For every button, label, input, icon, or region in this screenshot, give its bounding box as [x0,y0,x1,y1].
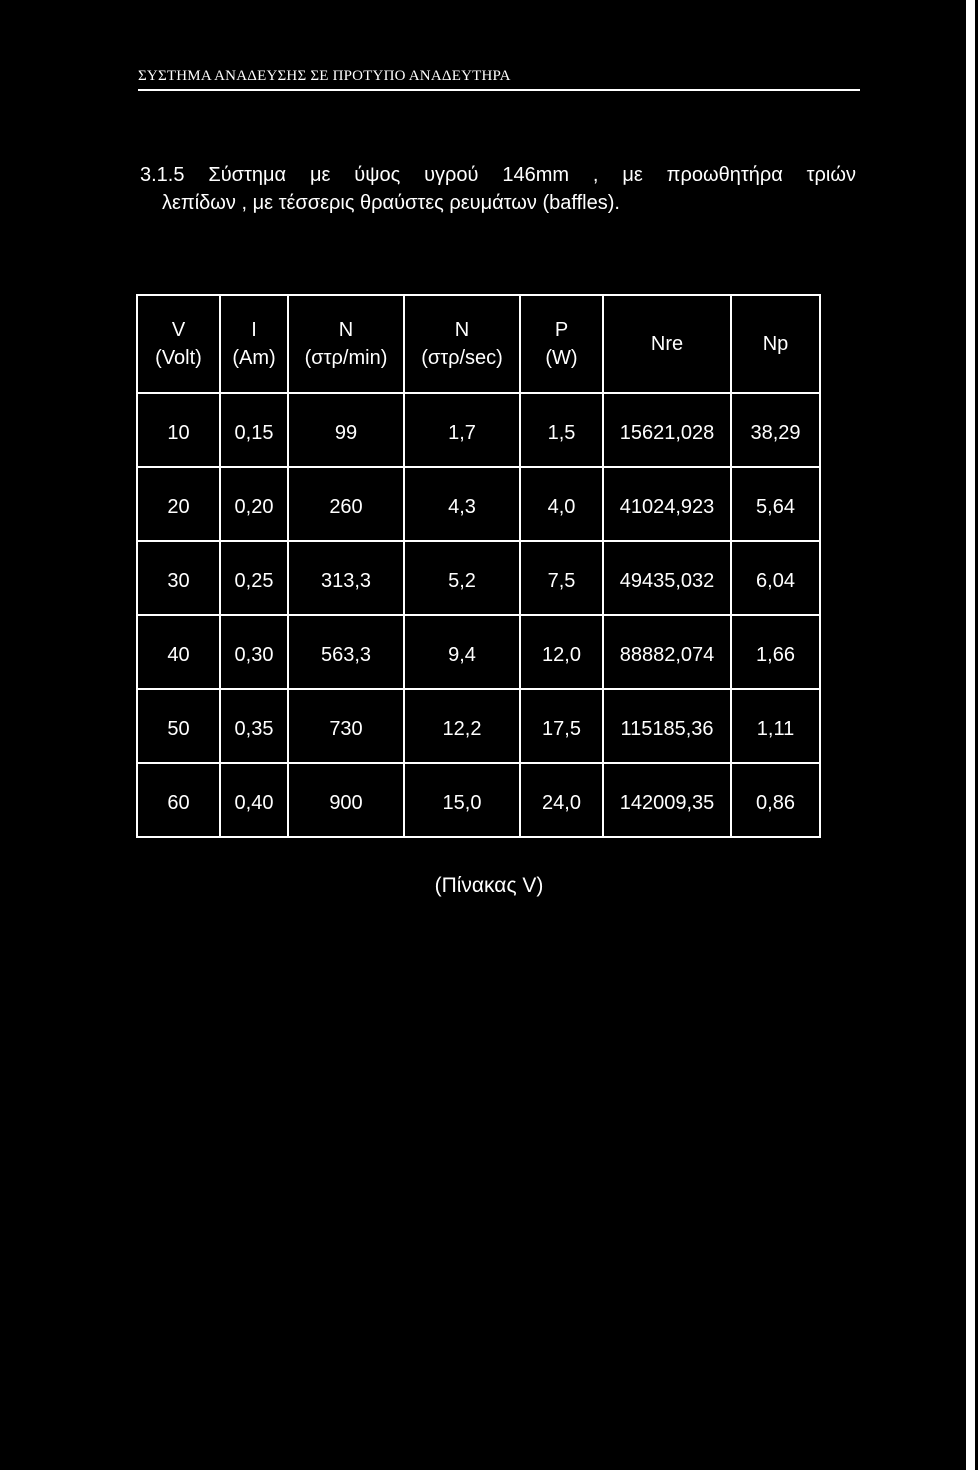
table-row [137,393,820,467]
table-cell: 4,0 [520,467,603,541]
header-rule [138,89,860,91]
column-symbol: I [251,319,257,341]
table-row [137,763,820,837]
table-cell: 0,20 [220,467,288,541]
table-cell: 12,2 [404,689,520,763]
table-cell: 260 [288,467,404,541]
table-cell: 0,35 [220,689,288,763]
column-symbol: N [338,319,354,341]
table-cell: 1,11 [731,689,820,763]
table-cell: 0,30 [220,615,288,689]
table-cell: 38,29 [731,393,820,467]
table-cell: 1,5 [520,393,603,467]
column-header-reynolds [603,295,731,393]
table-cell: 563,3 [288,615,404,689]
table-cell: 40 [137,615,220,689]
measurements-table [136,294,821,838]
table-cell: 60 [137,763,220,837]
column-unit: (W) [545,347,578,369]
table-cell: 50 [137,689,220,763]
table-cell: 0,25 [220,541,288,615]
column-unit: (στρ/min) [304,347,388,369]
table-cell: 0,40 [220,763,288,837]
table-cell: 313,3 [288,541,404,615]
column-unit: (στρ/sec) [421,347,503,369]
table-cell: 12,0 [520,615,603,689]
table-cell: 88882,074 [603,615,731,689]
table-cell: 7,5 [520,541,603,615]
table-cell: 15621,028 [603,393,731,467]
table-cell: 9,4 [404,615,520,689]
table-cell: 6,04 [731,541,820,615]
column-header-current [220,295,288,393]
section-heading-line-1: 3.1.5 Σύστημα με ύψος υγρού 146mm , με προωθητήρα τριών [140,164,856,186]
page-edge-strip [966,0,975,1470]
table-cell: 17,5 [520,689,603,763]
table-header-row [137,295,820,393]
table-cell: 730 [288,689,404,763]
table-cell: 0,15 [220,393,288,467]
table-row [137,689,820,763]
table-cell: 24,0 [520,763,603,837]
table-cell: 0,86 [731,763,820,837]
table-caption: (Πίνακας V) [434,874,544,897]
table-cell: 900 [288,763,404,837]
column-symbol: V [171,319,186,341]
table-cell: 15,0 [404,763,520,837]
table-cell: 49435,032 [603,541,731,615]
table-cell: 5,64 [731,467,820,541]
column-header-power [520,295,603,393]
table-cell: 5,2 [404,541,520,615]
column-symbol: Np [762,333,789,355]
column-symbol: P [554,319,569,341]
table-cell: 4,3 [404,467,520,541]
table-cell: 30 [137,541,220,615]
table-cell: 41024,923 [603,467,731,541]
page-edge [962,0,978,1470]
column-unit: (Am) [232,347,276,369]
column-symbol: N [454,319,470,341]
table-row [137,467,820,541]
table-cell: 20 [137,467,220,541]
table-cell: 1,7 [404,393,520,467]
table-row [137,615,820,689]
section-heading [140,161,856,217]
table-cell: 1,66 [731,615,820,689]
running-header: ΣΥΣΤΗΜΑ ΑΝΑΔΕΥΣΗΣ ΣΕ ΠΡΟΤΥΠΟ ΑΝΑΔΕΥΤΗΡΑ [138,68,511,84]
column-unit: (Volt) [155,347,202,369]
table-cell: 99 [288,393,404,467]
column-symbol: Nre [650,333,684,355]
table-cell: 10 [137,393,220,467]
section-heading-line-2: λεπίδων , με τέσσερις θραύστες ρευμάτων (baffles). [162,192,620,214]
table-row [137,541,820,615]
column-header-speed-min [288,295,404,393]
table-cell: 142009,35 [603,763,731,837]
column-header-voltage [137,295,220,393]
table-cell: 115185,36 [603,689,731,763]
column-header-power-number [731,295,820,393]
column-header-speed-sec [404,295,520,393]
